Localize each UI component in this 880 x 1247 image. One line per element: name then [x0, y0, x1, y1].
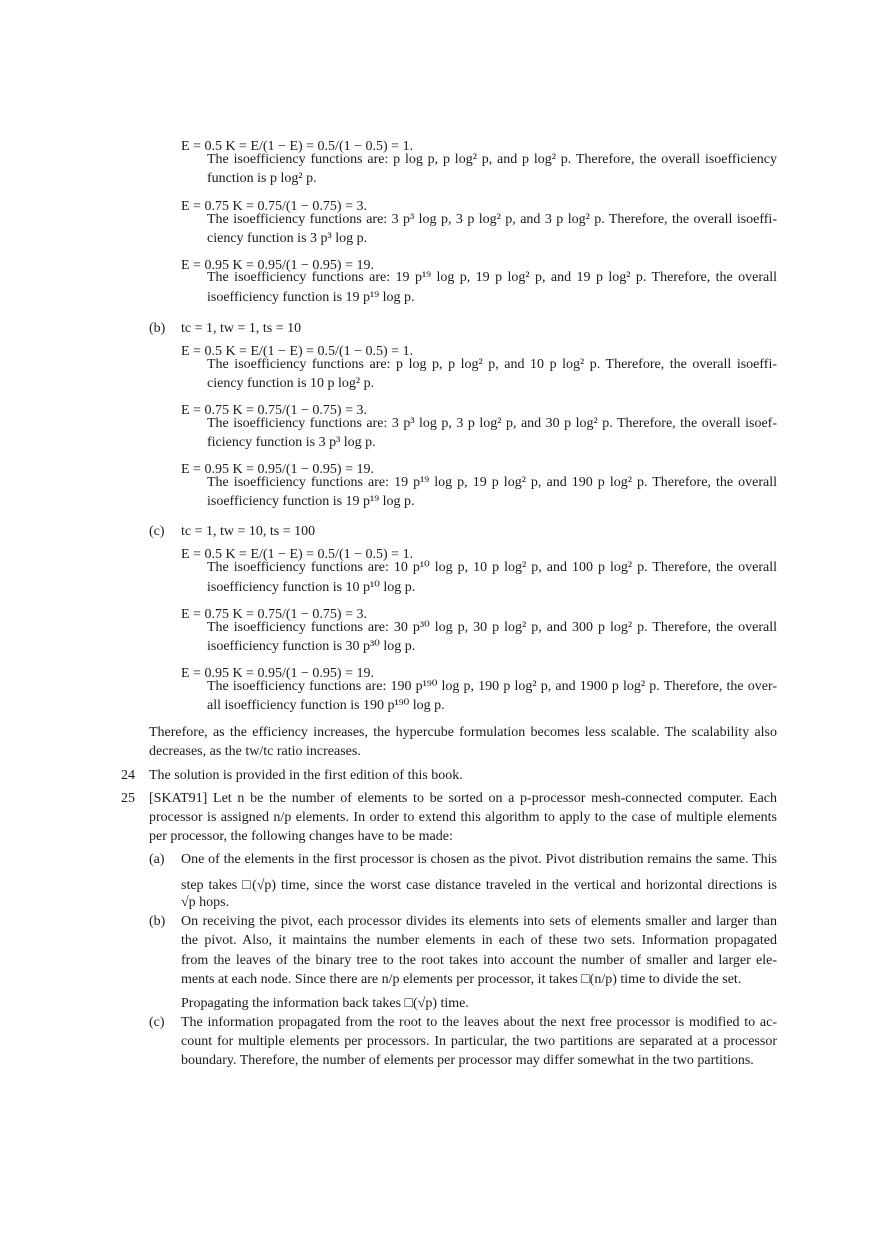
equation: E = 0.5 K = E/(1 − E) = 0.5/(1 − 0.5) = 1.	[181, 139, 414, 154]
equation: E = 0.5 K = E/(1 − E) = 0.5/(1 − 0.5) = 1.	[181, 547, 414, 562]
paragraph-line: boundary. Therefore, the number of elements per processor may differ somewhat in the two partitions.	[181, 1053, 754, 1068]
paragraph-line: isoefficiency function is 30 p³⁰ log p.	[207, 639, 416, 654]
paragraph-line: The isoefficiency functions are: 3 p³ log p, 3 p log² p, and 30 p log² p. Therefore, the overall isoef-	[207, 416, 777, 431]
paragraph-line: The isoefficiency functions are: 3 p³ log p, 3 p log² p, and 3 p log² p. Therefore, the overall isoeffi-	[207, 212, 777, 227]
paragraph-line: Therefore, as the efficiency increases, the hypercube formulation becomes less scalable. The scalability also	[149, 725, 777, 740]
paragraph-line: step takes □(√p) time, since the worst case distance traveled in the vertical and horizontal directions is	[181, 878, 777, 893]
paragraph-line: The isoefficiency functions are: 10 p¹⁰ log p, 10 p log² p, and 100 p log² p. Therefore, the overall	[207, 560, 777, 575]
equation: E = 0.75 K = 0.75/(1 − 0.75) = 3.	[181, 607, 367, 622]
paragraph-line: isoefficiency function is 19 p¹⁹ log p.	[207, 494, 415, 509]
paragraph-line: ciency function is 3 p³ log p.	[207, 231, 368, 246]
part-label: (b)	[149, 321, 166, 336]
paragraph-line: The isoefficiency functions are: 30 p³⁰ log p, 30 p log² p, and 300 p log² p. Therefore, the overall	[207, 620, 777, 635]
equation: E = 0.95 K = 0.95/(1 − 0.95) = 19.	[181, 666, 374, 681]
question-number: 25	[121, 791, 135, 806]
paragraph-line: The isoefficiency functions are: 19 p¹⁹ log p, 19 p log² p, and 19 p log² p. Therefore, the overall	[207, 270, 777, 285]
paragraph-line: On receiving the pivot, each processor divides its elements into sets of elements smaller and larger than	[181, 914, 777, 929]
paragraph-line: function is p log² p.	[207, 171, 317, 186]
paragraph-line: isoefficiency function is 10 p¹⁰ log p.	[207, 580, 416, 595]
item-label: (a)	[149, 852, 165, 867]
paragraph-line: per processor, the following changes have to be made:	[149, 829, 453, 844]
paragraph-line: decreases, as the tw/tc ratio increases.	[149, 744, 361, 759]
paragraph-line: One of the elements in the first processor is chosen as the pivot. Pivot distribution remains the same. This	[181, 852, 777, 867]
paragraph-line: The isoefficiency functions are: 19 p¹⁹ log p, 19 p log² p, and 190 p log² p. Therefore, the overall	[207, 475, 777, 490]
question-number: 24	[121, 768, 135, 783]
paragraph-line: count for multiple elements per processors. In particular, the two partitions are separated at a processor	[181, 1034, 777, 1049]
item-label: (b)	[149, 914, 166, 929]
equation: E = 0.95 K = 0.95/(1 − 0.95) = 19.	[181, 462, 374, 477]
paragraph-line: from the leaves of the binary tree to the root takes into account the number of smaller and larger ele-	[181, 953, 777, 968]
parameters: tc = 1, tw = 10, ts = 100	[181, 524, 316, 539]
part-label: (c)	[149, 524, 165, 539]
paragraph-line: [SKAT91] Let n be the number of elements to be sorted on a p-processor mesh-connected computer. Each	[149, 791, 777, 806]
paragraph-line: ments at each node. Since there are n/p elements per processor, it takes □(n/p) time to divide the set.	[181, 972, 742, 987]
paragraph-line: ciency function is 10 p log² p.	[207, 376, 375, 391]
paragraph-line: the pivot. Also, it maintains the number elements in each of these two sets. Information propagated	[181, 933, 777, 948]
paragraph-line: processor is assigned n/p elements. In order to extend this algorithm to apply to the case of multiple elements	[149, 810, 777, 825]
equation: E = 0.95 K = 0.95/(1 − 0.95) = 19.	[181, 258, 374, 273]
paragraph-line: ficiency function is 3 p³ log p.	[207, 435, 376, 450]
equation: E = 0.75 K = 0.75/(1 − 0.75) = 3.	[181, 403, 367, 418]
paragraph-line: √p hops.	[181, 895, 230, 910]
paragraph-line: The isoefficiency functions are: 190 p¹⁹⁰ log p, 190 p log² p, and 1900 p log² p. Therefore, the over-	[207, 679, 777, 694]
paragraph-line: Propagating the information back takes □(√p) time.	[181, 996, 469, 1011]
paragraph-line: isoefficiency function is 19 p¹⁹ log p.	[207, 290, 415, 305]
paragraph-line: The isoefficiency functions are: p log p, p log² p, and 10 p log² p. Therefore, the overall isoeffi-	[207, 357, 777, 372]
equation: E = 0.75 K = 0.75/(1 − 0.75) = 3.	[181, 199, 367, 214]
parameters: tc = 1, tw = 1, ts = 10	[181, 321, 302, 336]
paragraph-line: The isoefficiency functions are: p log p, p log² p, and p log² p. Therefore, the overall isoefficiency	[207, 152, 777, 167]
answer-text: The solution is provided in the first edition of this book.	[149, 768, 463, 783]
paragraph-line: The information propagated from the root to the leaves about the next free processor is modified to ac-	[181, 1015, 777, 1030]
paragraph-line: all isoefficiency function is 190 p¹⁹⁰ log p.	[207, 698, 445, 713]
item-label: (c)	[149, 1015, 165, 1030]
equation: E = 0.5 K = E/(1 − E) = 0.5/(1 − 0.5) = 1.	[181, 344, 414, 359]
